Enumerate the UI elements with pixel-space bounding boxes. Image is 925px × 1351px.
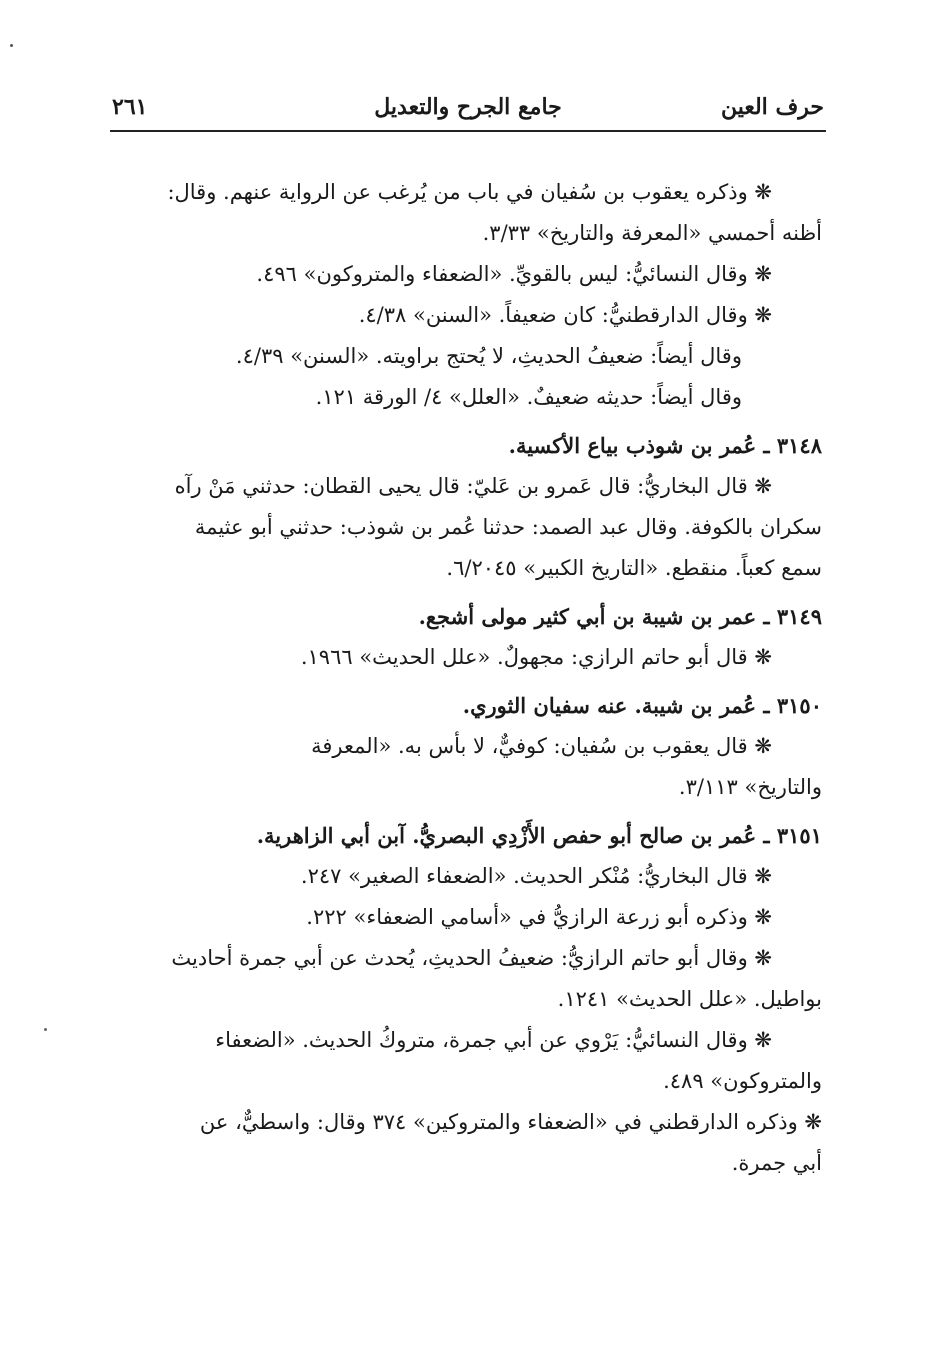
entry-title-3149: ٣١٤٩ ـ عمر بن شيبة بن أبي كثير مولى أشجع. (418, 604, 822, 629)
text-line: ❋ وقال النسائيُّ: يَرْوي عن أبي جمرة، متروكُ الحديث. «الضعفاء (215, 1028, 772, 1052)
text-line: ❋ قال أبو حاتم الرازي: مجهولٌ. «علل الحديث» ١٩٦٦. (300, 645, 772, 669)
text-line: ❋ وقال أبو حاتم الرازيُّ: ضعيفُ الحديثِ، يُحدث عن أبي جمرة أحاديث (171, 946, 772, 970)
text-line: أظنه أحمسي «المعرفة والتاريخ» ٣/٣٣. (482, 221, 822, 245)
text-line: ❋ قال البخاريُّ: مُنْكر الحديث. «الضعفاء الصغير» ٢٤٧. (300, 864, 772, 888)
text-line: ❋ وقال النسائيُّ: ليس بالقويِّ. «الضعفاء والمتروكون» ٤٩٦. (256, 262, 772, 286)
text-line: والمتروكون» ٤٨٩. (663, 1069, 822, 1093)
entry-title-3150: ٣١٥٠ ـ عُمر بن شيبة. عنه سفيان الثوري. (462, 693, 822, 718)
text-line: أبي جمرة. (731, 1151, 822, 1175)
text-line: ❋ قال يعقوب بن سُفيان: كوفيٌّ، لا بأس به. «المعرفة (311, 734, 772, 758)
text-line: ❋ قال البخاريُّ: قال عَمرو بن عَليّ: قال يحيى القطان: حدثني مَنْ رآه (174, 474, 772, 498)
text-line: ❋ وذكره الدارقطني في «الضعفاء والمتروكين» ٣٧٤ وقال: واسطيٌّ، عن (199, 1110, 822, 1134)
text-line: ❋ وذكره أبو زرعة الرازيُّ في «أسامي الضعفاء» ٢٢٢. (306, 905, 772, 929)
text-line: وقال أيضاً: حديثه ضعيفٌ. «العلل» ٤/ الورقة ١٢١. (315, 385, 742, 409)
text-line: وقال أيضاً: ضعيفُ الحديثِ، لا يُحتج براويته. «السنن» ٤/٣٩. (235, 344, 742, 368)
text-line: سكران بالكوفة. وقال عبد الصمد: حدثنا عُمر بن شوذب: حدثني أبو عثيمة (194, 515, 822, 539)
scan-speck (10, 44, 13, 47)
entry-title-3148: ٣١٤٨ ـ عُمر بن شوذب بياع الأكسية. (508, 433, 822, 458)
text-line: ❋ وذكره يعقوب بن سُفيان في باب من يُرغب عن الرواية عنهم. وقال: (167, 180, 772, 204)
text-line: ❋ وقال الدارقطنيُّ: كان ضعيفاً. «السنن» ٤/٣٨. (358, 303, 772, 327)
text-line: بواطيل. «علل الحديث» ١٢٤١. (557, 987, 822, 1011)
text-line: سمع كعباً. منقطع. «التاريخ الكبير» ٦/٢٠٤٥. (446, 556, 822, 580)
page-number: ٢٦١ (112, 94, 148, 120)
running-header (112, 90, 824, 126)
text-line: والتاريخ» ٣/١١٣. (678, 775, 822, 799)
header-rule (110, 130, 826, 132)
header-book-title: جامع الجرح والتعديل (374, 94, 562, 120)
page-body (110, 172, 822, 1184)
header-chapter-title: حرف العين (720, 94, 824, 120)
scan-speck (44, 1028, 47, 1031)
entry-title-3151: ٣١٥١ ـ عُمر بن صالح أبو حفص الأَزْدِي البصريُّ. آبن أبي الزاهرية. (256, 823, 822, 848)
